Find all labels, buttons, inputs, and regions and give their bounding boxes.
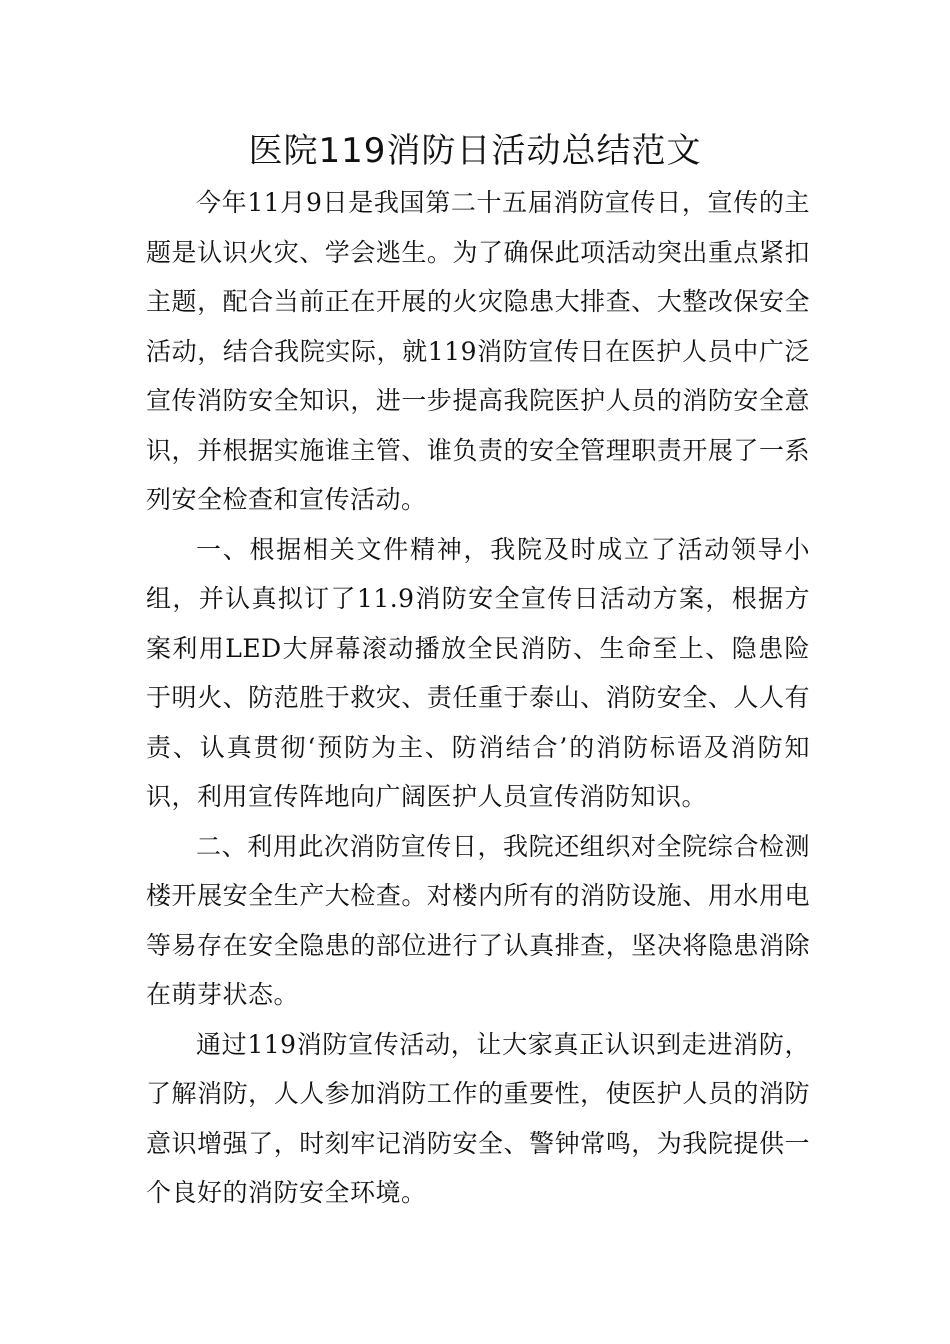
- document-title: 医院119消防日活动总结范文: [248, 131, 702, 171]
- document-body: [146, 178, 810, 1218]
- paragraph-intro: 今年11月9日是我国第二十五届消防宣传日，宣传的主题是认识火灾、学会逃生。为了确保此项活动突出重点紧扣主题，配合当前正在开展的火灾隐患大排查、大整改保安全活动，结合我院实际，就119消防宣传日在医护人员中广泛宣传消防安全知识，进一步提高我院医护人员的消防安全意识，并根据实施谁主管、谁负责的安全管理职责开展了一系列安全检查和宣传活动。: [146, 188, 810, 514]
- paragraph-section-two: 二、利用此次消防宣传日，我院还组织对全院综合检测楼开展安全生产大检查。对楼内所有的消防设施、用水用电等易存在安全隐患的部位进行了认真排查，坚决将隐患消除在萌芽状态。: [146, 831, 810, 1009]
- paragraph-section-one: 一、根据相关文件精神，我院及时成立了活动领导小组，并认真拟订了11.9消防安全宣传日活动方案，根据方案利用LED大屏幕滚动播放全民消防、生命至上、隐患险于明火、防范胜于救灾、责任重于泰山、消防安全、人人有责、认真贯彻‘预防为主、防消结合’的消防标语及消防知识，利用宣传阵地向广阔医护人员宣传消防知识。: [146, 534, 810, 811]
- paragraph-conclusion: 通过119消防宣传活动，让大家真正认识到走进消防，了解消防，人人参加消防工作的重要性，使医护人员的消防意识增强了，时刻牢记消防安全、警钟常鸣，为我院提供一个良好的消防安全环境。: [146, 1029, 810, 1207]
